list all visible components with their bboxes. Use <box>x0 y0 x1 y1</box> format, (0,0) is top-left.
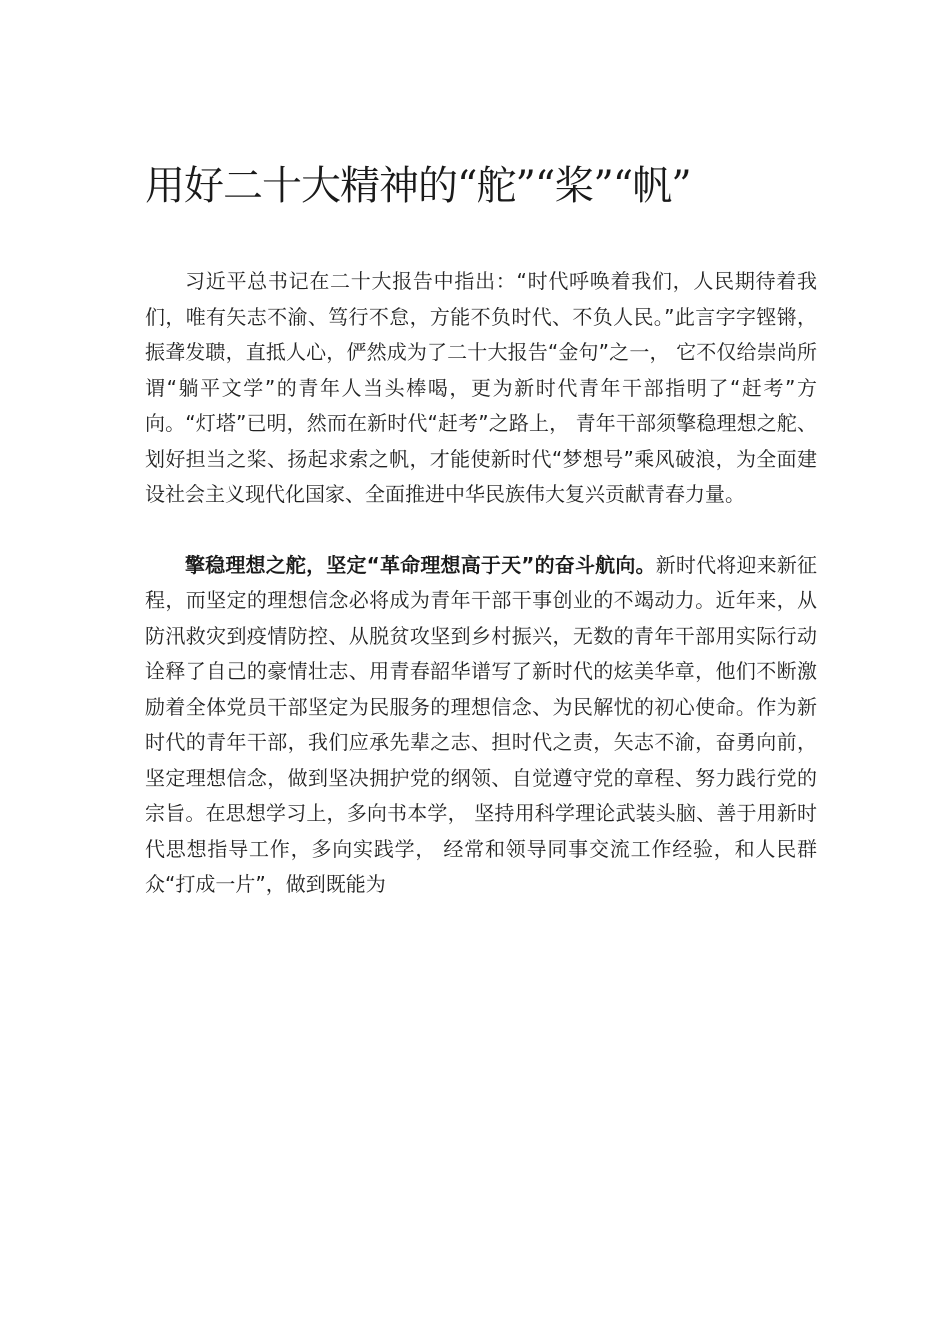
paragraph-helm-text: 新时代将迎来新征程，而坚定的理想信念必将成为青年干部干事创业的不竭动力。近年来，从防汛救灾到疫情防控、从脱贫攻坚到乡村振兴，无数的青年干部用实际行动诠释了自己的豪情壮志、用青春韶华谱写了新时代的炫美华章，他们不断激励着全体党员干部坚定为民服务的理想信念、为民解忧的初心使命。作为新时代的青年干部，我们应承先辈之志、担时代之责，矢志不渝，奋勇向前，坚定理想信念，做到坚决拥护党的纲领、自觉遵守党的章程、努力践行党的宗旨。在思想学习上，多向书本学， 坚持用科学理论武装头脑、善于用新时代思想指导工作，多向实践学， 经常和领导同事交流工作经验，和人民群众“打成一片”，做到既能为 <box>145 552 818 896</box>
document-title: 用好二十大精神的“舵”“桨”“帆” <box>145 163 691 209</box>
paragraph-helm-lead: 擎稳理想之舵，坚定“革命理想高于天”的奋斗航向。 <box>185 552 656 577</box>
document-page <box>145 158 817 903</box>
paragraph-helm <box>145 548 817 903</box>
paragraph-intro-text: 习近平总书记在二十大报告中指出：“时代呼唤着我们，人民期待着我们，唯有矢志不渝、笃行不怠，方能不负时代、不负人民。”此言字字铿锵，振聋发聩，直抵人心，俨然成为了二十大报告“金句”之一， 它不仅给崇尚所谓“躺平文学”的青年人当头棒喝，更为新时代青年干部指明了“赶考”方向。“灯塔”已明，然而在新时代“赶考”之路上， 青年干部须擎稳理想之舵、划好担当之桨、扬起求索之帆，才能使新时代“梦想号”乘风破浪，为全面建设社会主义现代化国家、全面推进中华民族伟大复兴贡献青春力量。 <box>145 269 817 506</box>
paragraph-intro <box>145 264 817 513</box>
